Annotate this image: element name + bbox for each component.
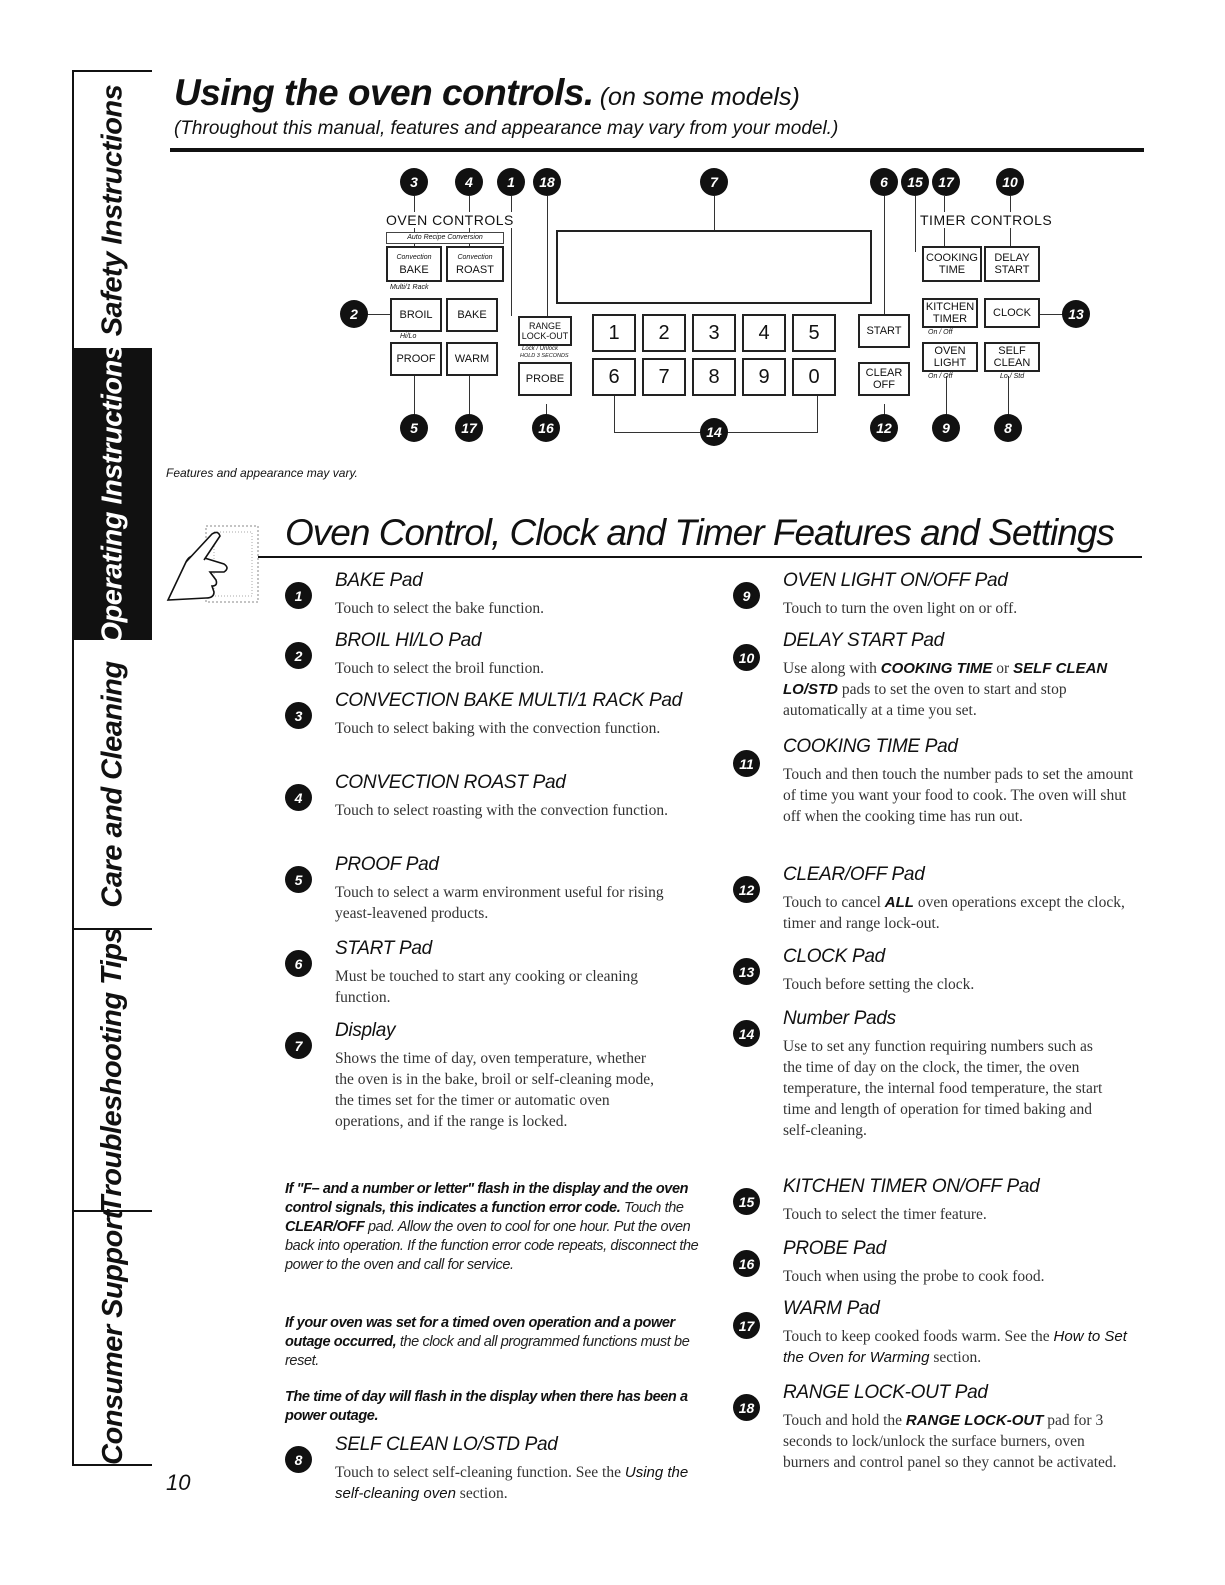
callout-7: 7 <box>700 168 728 196</box>
bake-button[interactable]: BAKE <box>446 298 498 332</box>
feature-number-badge: 1 <box>285 582 312 609</box>
panel-note: Features and appearance may vary. <box>166 466 358 480</box>
convection-bake-button[interactable]: Convection BAKE <box>386 246 442 282</box>
feature-title: Number Pads <box>783 1008 896 1029</box>
oven-controls-label: OVEN CONTROLS <box>386 212 514 228</box>
oven-light-on-off-label: On / Off <box>928 373 953 380</box>
feature-title: CONVECTION ROAST Pad <box>335 772 566 793</box>
feature-number-badge: 4 <box>285 784 312 811</box>
feature-body: Use along with COOKING TIME or SELF CLEAN LO/STD pads to set the oven to start and stop automatically at a time you set. <box>783 660 1108 719</box>
cooking-time-button[interactable]: COOKING TIME <box>922 246 982 282</box>
convection-roast-button[interactable]: Convection ROAST <box>446 246 504 282</box>
self-clean-lo-std-label: Lo / Std <box>1000 373 1025 380</box>
number-pad-5[interactable]: 5 <box>792 314 836 352</box>
feature-title: CLOCK Pad <box>783 946 885 967</box>
number-pad-2[interactable]: 2 <box>642 314 686 352</box>
callout-15: 15 <box>901 168 929 196</box>
feature-number-badge: 6 <box>285 950 312 977</box>
feature-body: Touch to cancel ALL oven operations except the clock, timer and range lock-out. <box>783 894 1125 932</box>
clear-off-button[interactable]: CLEAR OFF <box>858 362 910 396</box>
clock-button[interactable]: CLOCK <box>984 298 1040 328</box>
feature-body: Touch to select the timer feature. <box>783 1206 987 1223</box>
feature-body: Touch to turn the oven light on or off. <box>783 600 1018 617</box>
kitchen-timer-button[interactable]: KITCHEN TIMER <box>922 298 978 328</box>
feature-body: Touch to select the broil function. <box>335 660 544 677</box>
callout-18: 18 <box>533 168 561 196</box>
number-pad-0[interactable]: 0 <box>792 358 836 396</box>
feature-body: Shows the time of day, oven temperature, whether the oven is in the bake, broil or self-cleaning mode, the times set for the timer or automatic oven operations, and if the range is locked. <box>335 1050 654 1130</box>
feature-body: Touch and then touch the number pads to set the amount of time you want your food to cook. The oven will shut off when the cooking time has run out. <box>783 766 1134 825</box>
auto-recipe-conversion-label: Auto Recipe Conversion <box>386 232 504 244</box>
feature-body: Touch and hold the RANGE LOCK-OUT pad for 3 seconds to lock/unlock the surface burners, oven burners and control panel so they cannot be activated. <box>783 1412 1117 1471</box>
number-pad-9[interactable]: 9 <box>742 358 786 396</box>
number-pad-4[interactable]: 4 <box>742 314 786 352</box>
callout-5: 5 <box>400 414 428 442</box>
feature-title: COOKING TIME Pad <box>783 736 958 757</box>
page-number: 10 <box>166 1470 191 1495</box>
lock-unlock-label: Lock / Unlock <box>522 346 559 352</box>
callout-14: 14 <box>700 418 728 446</box>
feature-number-badge: 18 <box>733 1394 760 1421</box>
delay-start-button[interactable]: DELAY START <box>984 246 1040 282</box>
feature-number-badge: 12 <box>733 876 760 903</box>
feature-body: Touch to select self-cleaning function. See the Using the self-cleaning oven section. <box>335 1464 689 1502</box>
broil-button[interactable]: BROIL <box>390 298 442 332</box>
hold-3-seconds-label: HOLD 3 SECONDS <box>520 353 569 359</box>
feature-number-badge: 14 <box>733 1020 760 1047</box>
number-pad-8[interactable]: 8 <box>692 358 736 396</box>
feature-title: WARM Pad <box>783 1298 880 1319</box>
feature-body: Touch to keep cooked foods warm. See the How to Set the Oven for Warming section. <box>783 1328 1127 1366</box>
tab-safety-instructions[interactable]: Safety Instructions <box>74 72 152 350</box>
feature-body: Touch to select the bake function. <box>335 600 544 617</box>
feature-title: BROIL HI/LO Pad <box>335 630 482 651</box>
feature-title: RANGE LOCK-OUT Pad <box>783 1382 988 1403</box>
probe-button[interactable]: PROBE <box>518 362 572 396</box>
callout-3: 3 <box>400 168 428 196</box>
feature-title: CLEAR/OFF Pad <box>783 864 925 885</box>
number-pad-1[interactable]: 1 <box>592 314 636 352</box>
feature-title: KITCHEN TIMER ON/OFF Pad <box>783 1176 1040 1197</box>
feature-body: Touch to select roasting with the convection function. <box>335 802 668 819</box>
timer-controls-label: TIMER CONTROLS <box>920 212 1053 228</box>
warm-button[interactable]: WARM <box>446 342 498 376</box>
feature-number-badge: 11 <box>733 750 760 777</box>
feature-number-badge: 5 <box>285 866 312 893</box>
feature-title: BAKE Pad <box>335 570 423 591</box>
feature-number-badge: 9 <box>733 582 760 609</box>
callout-8: 8 <box>994 414 1022 442</box>
feature-title: PROBE Pad <box>783 1238 886 1259</box>
feature-title: DELAY START Pad <box>783 630 944 651</box>
feature-title: Display <box>335 1020 396 1041</box>
feature-body: Must be touched to start any cooking or cleaning function. <box>335 968 639 1006</box>
error-code-note: If "F– and a number or letter" flash in the display and the oven control signals, this indicates a function error code. Touch the CLEAR/OFF pad. Allow the oven to cool for one hour. Put the oven back into operation. If the function error code repeats, disconnect the power to the oven and call for service. <box>285 1181 699 1273</box>
callout-17: 17 <box>455 414 483 442</box>
multi-rack-label: Multi/1 Rack <box>390 284 429 291</box>
number-pad-3[interactable]: 3 <box>692 314 736 352</box>
feature-body: Touch when using the probe to cook food. <box>783 1268 1045 1285</box>
kitchen-timer-on-off-label: On / Off <box>928 329 953 336</box>
feature-number-badge: 15 <box>733 1188 760 1215</box>
tab-troubleshooting-tips[interactable]: Troubleshooting Tips <box>74 930 152 1212</box>
feature-number-badge: 16 <box>733 1250 760 1277</box>
feature-body: Touch to select baking with the convection function. <box>335 720 661 737</box>
tab-operating-instructions[interactable]: Operating Instructions <box>74 350 152 640</box>
proof-button[interactable]: PROOF <box>390 342 442 376</box>
tab-care-and-cleaning[interactable]: Care and Cleaning <box>74 640 152 930</box>
feature-number-badge: 13 <box>733 958 760 985</box>
callout-4: 4 <box>455 168 483 196</box>
callout-10: 10 <box>996 168 1024 196</box>
control-panel-diagram <box>0 0 1225 470</box>
time-flash-note: The time of day will flash in the display when there has been a power outage. <box>285 1389 688 1424</box>
callout-1: 1 <box>497 168 525 196</box>
callout-12: 12 <box>870 414 898 442</box>
feature-title: SELF CLEAN LO/STD Pad <box>335 1434 558 1455</box>
broil-hi-lo-label: Hi/Lo <box>400 333 417 340</box>
power-outage-note: If your oven was set for a timed oven operation and a power outage occurred, the clock and all programmed functions must be reset. <box>285 1315 690 1369</box>
callout-16: 16 <box>532 414 560 442</box>
tab-consumer-support[interactable]: Consumer Support <box>96 1209 129 1465</box>
feature-title: PROOF Pad <box>335 854 439 875</box>
feature-title: OVEN LIGHT ON/OFF Pad <box>783 570 1008 591</box>
page-subtitle: (Throughout this manual, features and appearance may vary from your model.) <box>174 118 839 139</box>
oven-light-button[interactable]: OVEN LIGHT <box>922 342 978 372</box>
callout-2: 2 <box>340 300 368 328</box>
callout-9: 9 <box>932 414 960 442</box>
feature-body: Touch to select a warm environment useful for rising yeast-leavened products. <box>335 884 664 922</box>
start-button[interactable]: START <box>858 314 910 348</box>
number-pad-7[interactable]: 7 <box>642 358 686 396</box>
feature-number-badge: 3 <box>285 702 312 729</box>
feature-body: Touch before setting the clock. <box>783 976 975 993</box>
section-title: Oven Control, Clock and Timer Features and Settings <box>285 512 1114 553</box>
oven-display <box>556 230 872 304</box>
callout-17-top: 17 <box>932 168 960 196</box>
feature-title: START Pad <box>335 938 432 959</box>
range-lockout-button[interactable]: RANGE LOCK-OUT <box>518 316 572 346</box>
feature-number-badge: 7 <box>285 1032 312 1059</box>
feature-title: CONVECTION BAKE MULTI/1 RACK Pad <box>335 690 682 711</box>
section-rule <box>258 556 1142 558</box>
callout-13: 13 <box>1062 300 1090 328</box>
callout-6: 6 <box>870 168 898 196</box>
self-clean-button[interactable]: SELF CLEAN <box>984 342 1040 372</box>
hand-pointing-icon <box>164 522 262 606</box>
page-title: Using the oven controls. (on some models) <box>174 72 800 113</box>
feature-body: Use to set any function requiring numbers such as the time of day on the clock, the timer, the oven temperature, the internal food temperature, the start time and length of operation for timed baking and self-cleaning. <box>783 1038 1103 1139</box>
feature-number-badge: 10 <box>733 644 760 671</box>
feature-number-badge: 8 <box>285 1446 312 1473</box>
feature-number-badge: 17 <box>733 1312 760 1339</box>
number-pad-6[interactable]: 6 <box>592 358 636 396</box>
feature-number-badge: 2 <box>285 642 312 669</box>
